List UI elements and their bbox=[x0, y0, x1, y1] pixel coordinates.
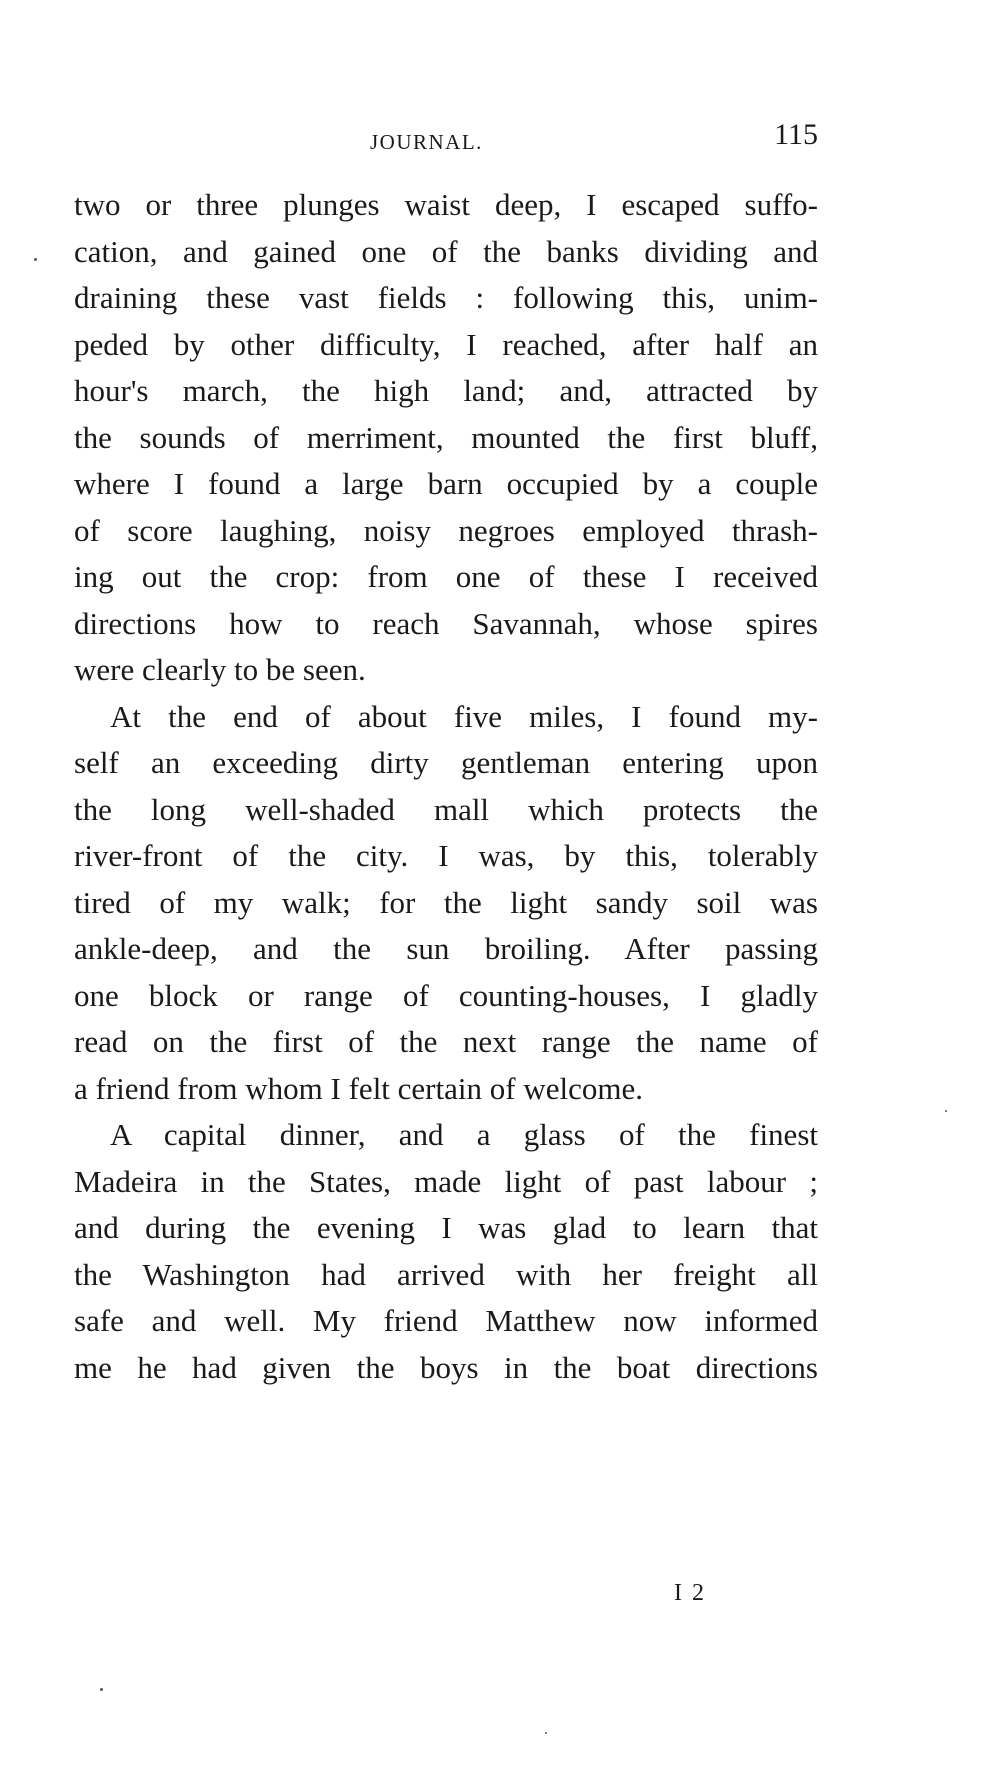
text-line: A capital dinner, and a glass of the finest bbox=[110, 1117, 818, 1152]
text-line: safe and well. My friend Matthew now informed bbox=[74, 1303, 818, 1338]
text-line: ankle-deep, and the sun broiling. After passing bbox=[74, 931, 818, 966]
page-number: 115 bbox=[774, 118, 818, 151]
text-line: where I found a large barn occupied by a couple bbox=[74, 466, 818, 501]
text-line: hour's march, the high land; and, attracted by bbox=[74, 373, 818, 408]
text-line: self an exceeding dirty gentleman entering upon bbox=[74, 745, 818, 780]
text-line: the sounds of merriment, mounted the first bluff, bbox=[74, 419, 818, 455]
text-line: one block or range of counting-houses, I gladly bbox=[74, 977, 818, 1013]
text-line: draining these vast fields : following this, unim- bbox=[74, 280, 818, 315]
text-line: and during the evening I was glad to learn that bbox=[74, 1210, 818, 1245]
running-head bbox=[74, 118, 818, 158]
text-line: river-front of the city. I was, by this, tolerably bbox=[74, 838, 818, 873]
paper-speck bbox=[545, 1732, 547, 1734]
text-line: At the end of about five miles, I found my- bbox=[110, 698, 818, 734]
text-line: two or three plunges waist deep, I escaped suffo- bbox=[74, 187, 818, 222]
text-line: peded by other difficulty, I reached, after half an bbox=[74, 326, 818, 362]
text-line: Madeira in the States, made light of past labour ; bbox=[74, 1163, 818, 1199]
text-line: me he had given the boys in the boat directions bbox=[74, 1349, 818, 1385]
paragraph-1 bbox=[74, 182, 818, 694]
paper-speck bbox=[34, 258, 37, 261]
paragraph-3 bbox=[74, 1112, 818, 1391]
paragraph-2 bbox=[74, 694, 818, 1113]
text-line: directions how to reach Savannah, whose spires bbox=[74, 605, 818, 641]
text-line: the Washington had arrived with her freight all bbox=[74, 1256, 818, 1292]
text-line: the long well-shaded mall which protects the bbox=[74, 791, 818, 827]
text-line: were clearly to be seen. bbox=[74, 652, 366, 687]
text-line: cation, and gained one of the banks dividing and bbox=[74, 233, 818, 269]
text-line: ing out the crop: from one of these I received bbox=[74, 559, 818, 594]
text-line: read on the first of the next range the name of bbox=[74, 1024, 818, 1059]
text-line: tired of my walk; for the light sandy soil was bbox=[74, 884, 818, 920]
text-line: a friend from whom I felt certain of welcome. bbox=[74, 1070, 643, 1106]
text-line: of score laughing, noisy negroes employed thrash- bbox=[74, 512, 818, 548]
body-text bbox=[74, 182, 818, 1391]
signature-mark: I 2 bbox=[674, 1580, 706, 1606]
paper-speck bbox=[945, 1110, 947, 1112]
running-title: JOURNAL. bbox=[370, 130, 483, 154]
paper-speck bbox=[100, 1688, 103, 1691]
